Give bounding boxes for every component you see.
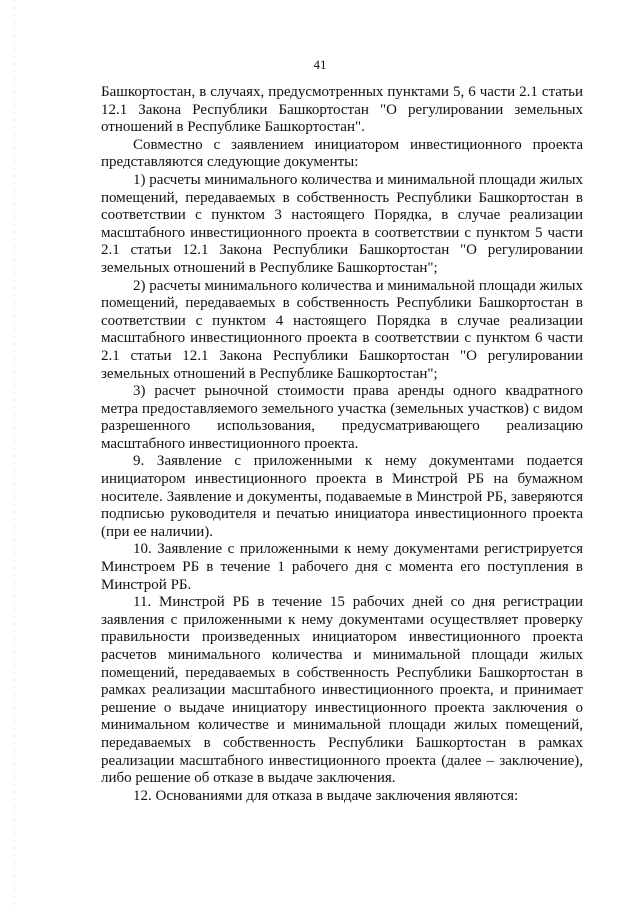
paragraph-item-1: 1) расчеты минимального количества и минимальной площади жилых помещений, передаваемых в собственность Республики Башкортостан в соответствии с пунктом 3 настоящего Порядка, в случае реализации масштабного инвестиционного проекта в соответствии с пунктом 5 части 2.1 статьи 12.1 Закона Республики Башкортостан "О регулировании земельных отношений в Республике Башкортостан"; (101, 171, 583, 276)
paragraph-clause-12: 12. Основаниями для отказа в выдаче заключения являются: (133, 787, 519, 804)
paragraph-clause-11: 11. Минстрой РБ в течение 15 рабочих дней со дня регистрации заявления с приложенными к нему документами осуществляет проверку правильности произведенных инициатором инвестиционного проекта расчетов минимального количества и минимальной площади жилых помещений, передаваемых в собственность Республики Башкортостан в рамках реализации масштабного инвестиционного проекта, и принимает решение о выдаче инициатору инвестиционного проекта заключения о минимальном количестве и минимальной площади жилых помещений, передаваемых в собственность Республики Башкортостан в рамках реализации масштабного инвестиционного проекта (далее – заключение), либо решение об отказе в выдаче заключения. (101, 594, 583, 787)
paragraph-continuation: Башкортостан, в случаях, предусмотренных пунктами 5, 6 части 2.1 статьи 12.1 Закона Республики Башкортостан "О регулировании земельных отношений в Республике Башкортостан". (101, 84, 583, 136)
paragraph-documents-intro: Совместно с заявлением инициатором инвестиционного проекта представляются следующие документы: (101, 136, 583, 171)
paragraph-clause-9: 9. Заявление с приложенными к нему документами подается инициатором инвестиционного проекта в Минстрой РБ на бумажном носителе. Заявление и документы, подаваемые в Минстрой РБ, заверяются подписью руководителя и печатью инициатора инвестиционного проекта (при ее наличии). (101, 453, 583, 540)
paragraph-item-2: 2) расчеты минимального количества и минимальной площади жилых помещений, передаваемых в собственность Республики Башкортостан в соответствии с пунктом 4 настоящего Порядка в случае реализации масштабного инвестиционного проекта в соответствии с пунктом 6 части 2.1 статьи 12.1 Закона Республики Башкортостан "О регулировании земельных отношений в Республике Башкортостан"; (101, 277, 583, 382)
page-number: 41 (313, 57, 327, 72)
document-body (101, 84, 583, 805)
paragraph-clause-10: 10. Заявление с приложенными к нему документами регистрируется Минстроем РБ в течение 1 рабочего дня с момента его поступления в Минстрой РБ. (101, 541, 583, 593)
scan-edge-artifact (14, 0, 15, 905)
paragraph-item-3: 3) расчет рыночной стоимости права аренды одного квадратного метра предоставляемого земельного участка (земельных участков) с видом разрешенного использования, предусматривающего реализацию масштабного инвестиционного проекта. (101, 383, 583, 452)
